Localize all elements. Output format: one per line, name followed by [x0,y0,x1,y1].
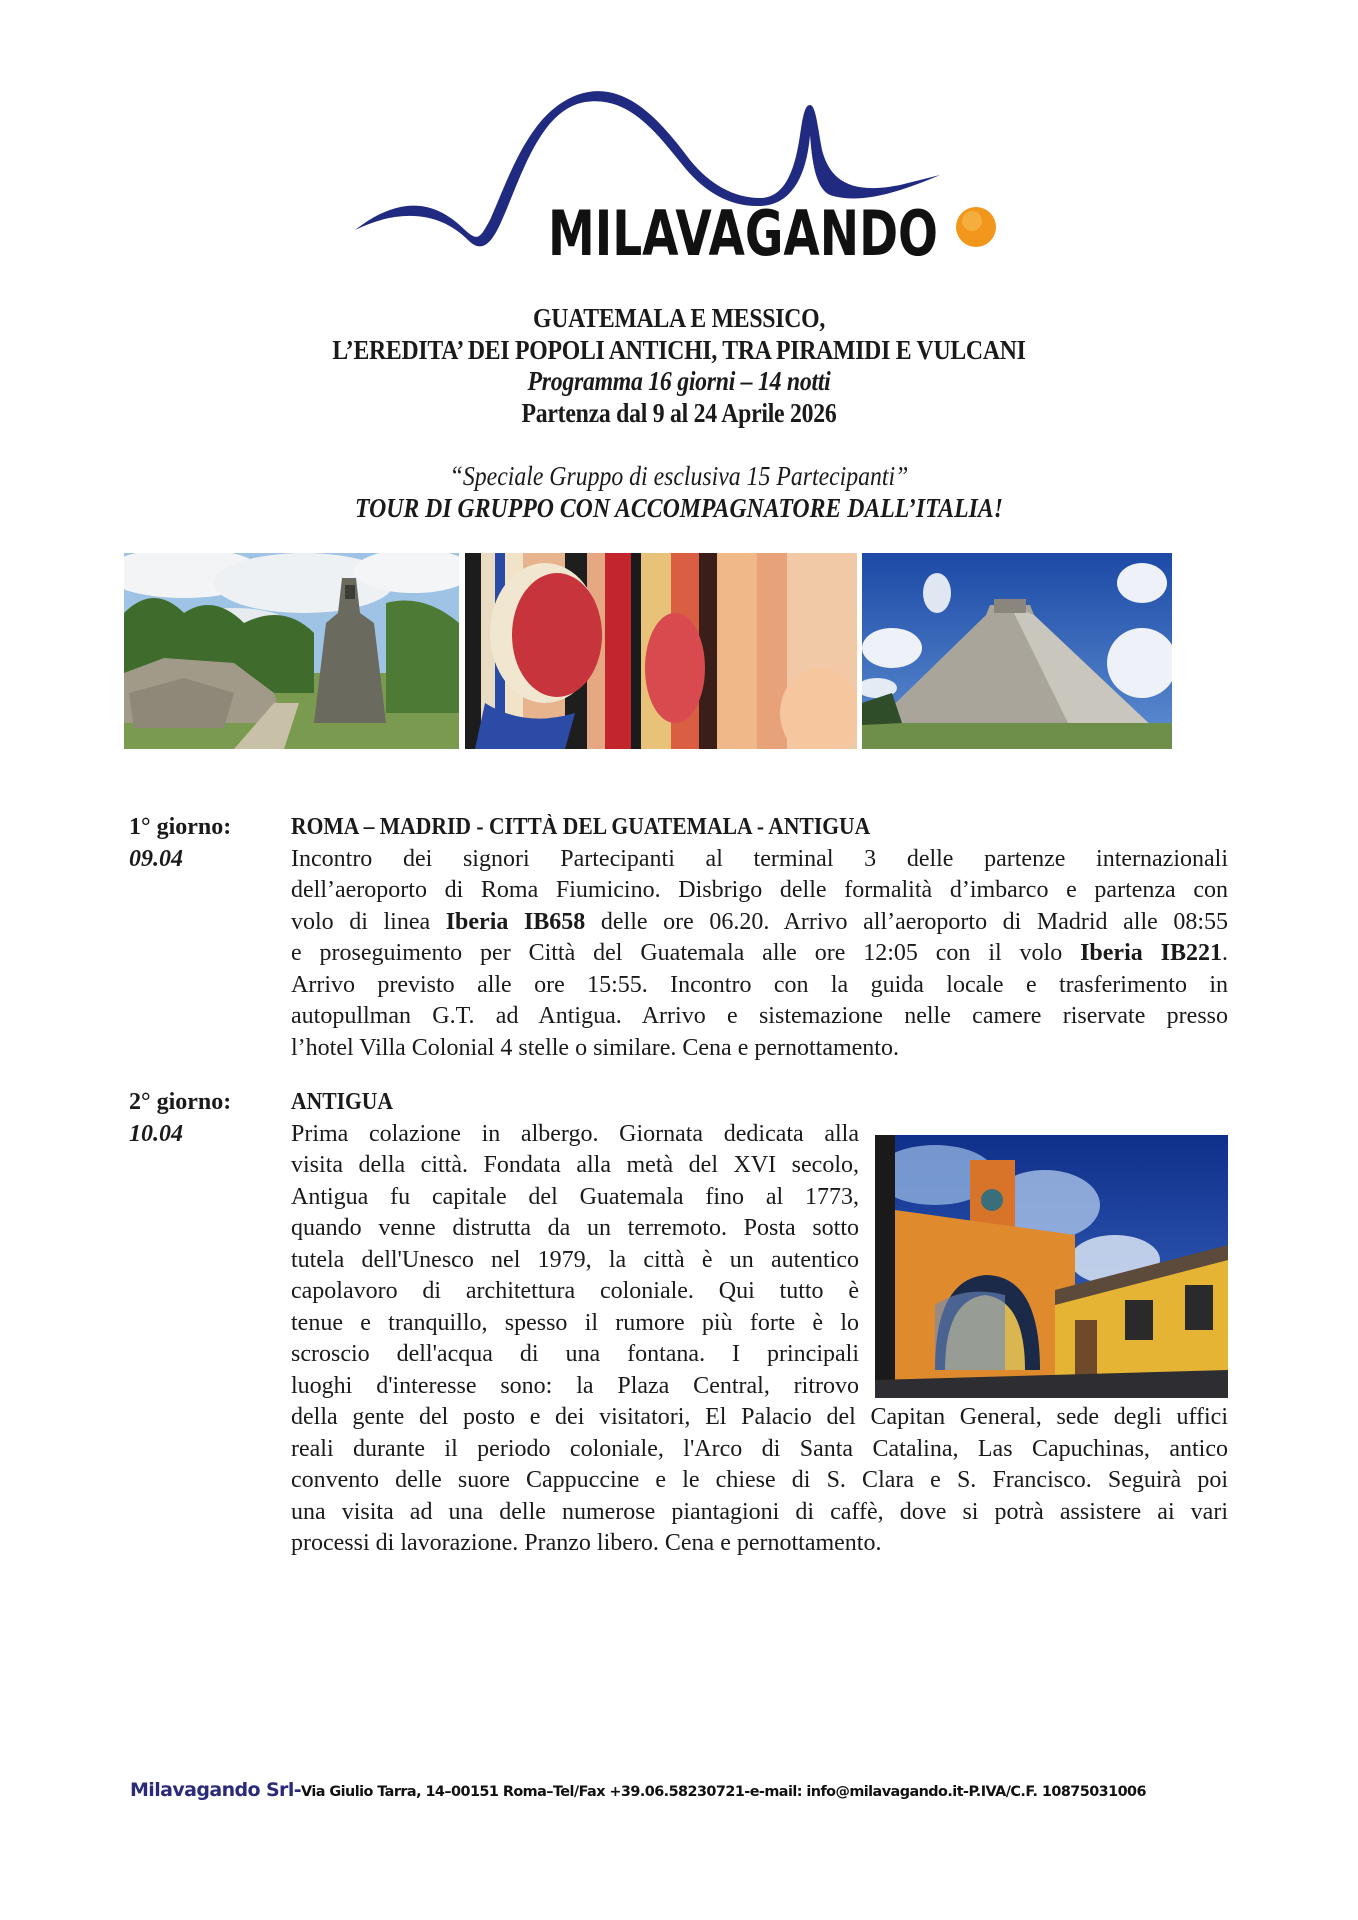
special-group-note: “Speciale Gruppo di esclusiva 15 Partecipanti” [449,461,909,491]
day-2-title: ANTIGUA [291,1089,394,1115]
flight-iberia-ib221: Iberia IB221 [1080,940,1222,966]
day-1-line: Arrivo previsto alle ore 15:55. Incontro con la guida locale e trasferimento in [291,971,1228,998]
day-1-content [291,812,1228,1064]
day-2-line: Antigua fu capitale del Guatemala fino al 1773, [291,1183,859,1210]
milavagando-logo [340,80,1020,280]
day-1-text: delle ore 06.20. Arrivo all’aeroporto di Madrid alle 08:55 [585,908,1229,935]
day-2-line: reali durante il periodo coloniale, l'Arco di Santa Catalina, Las Capuchinas, antico [291,1435,1228,1462]
day-2-line: scroscio dell'acqua di una fontana. I principali [291,1341,859,1367]
special-block [179,460,1179,524]
day-1-line: l’hotel Villa Colonial 4 stelle o similare. Cena e pernottamento. [291,1034,899,1061]
day-1-label: 1° giorno: [129,814,232,840]
footer [130,1779,1230,1801]
title-line-1: GUATEMALA E MESSICO, [533,303,825,333]
santa-catalina-arch-photo [875,1135,1228,1398]
title-block [179,303,1179,429]
day-2-line: convento delle suore Cappuccine e le chiese di S. Clara e S. Francisco. Seguirà poi [291,1467,1228,1493]
day-2-label-block [129,1087,231,1150]
day-1-line: autopullman G.T. ad Antigua. Arrivo e sistemazione nelle camere riservate presso [291,1003,1228,1029]
tikal-temple-photo [124,553,459,749]
day-2-date: 10.04 [129,1120,183,1147]
program-duration: Programma 16 giorni – 14 notti [527,366,831,396]
departure-dates: Partenza dal 9 al 24 Aprile 2026 [521,397,837,428]
chichen-itza-pyramid-photo [862,553,1172,749]
day-2-line: quando venne distrutta da un terremoto. Posta sotto [291,1215,859,1241]
day-2-line: della gente del posto e dei visitatori, El Palacio del Capitan General, sede degli uffici [291,1404,1228,1430]
footer-contact-details: Via Giulio Tarra, 14–00151 Roma–Tel/Fax +39.06.58230721-e-mail: info@milavagando.it-P.IVA/C.F. 10875031006 [301,1784,1146,1800]
logo-text: MILAVAGANDO [548,197,938,270]
day-2-line: luoghi d'interesse sono: la Plaza Central, ritrovo [291,1372,859,1399]
day-2-label: 2° giorno: [129,1089,232,1115]
day-2-line: capolavoro di architettura coloniale. Qui tutto è [291,1278,859,1304]
day-1-description [291,844,1228,1065]
day-2-line: Prima colazione in albergo. Giornata dedicata alla [291,1120,859,1147]
day-2-line: una visita ad una delle numerose piantagioni di caffè, dove si potrà assistere ai vari [291,1498,1228,1525]
day-1-text: volo di linea [291,908,446,935]
day-2-line: tenue e tranquillo, spesso il rumore più forte è lo [291,1309,859,1336]
flight-iberia-ib658: Iberia IB658 [445,908,586,935]
day-1-date: 09.04 [129,845,183,872]
day-1-label-block [129,812,231,875]
day-1-line [291,907,1228,939]
day-1-line [291,938,1228,970]
day-2-line: visita della città. Fondata alla metà del XVI secolo, [291,1152,859,1178]
tour-tagline: TOUR DI GRUPPO CON ACCOMPAGNATORE DALL’ITALIA! [354,493,1003,523]
logo-graphic [340,80,1020,280]
day-1-line: dell’aeroporto di Roma Fiumicino. Disbrigo delle formalità d’imbarco e partenza con [291,877,1228,903]
day-1-text: e proseguimento per Città del Guatemala alle ore 12:05 con il volo [291,940,1081,966]
day-2-line: tutela dell'Unesco nel 1979, la città è un autentico [291,1246,859,1273]
sombrero-hats-photo [465,553,857,749]
day-1-text: . [1222,940,1228,966]
day-1-line: Incontro dei signori Partecipanti al terminal 3 delle partenze internazionali [291,845,1228,872]
title-line-2: L’EREDITA’ DEI POPOLI ANTICHI, TRA PIRAMIDI E VULCANI [332,334,1026,365]
footer-company-name: Milavagando Srl- [130,1779,302,1801]
day-2-line: processi di lavorazione. Pranzo libero. Cena e pernottamento. [291,1530,882,1556]
day-1-title: ROMA – MADRID - CITTÀ DEL GUATEMALA - ANTIGUA [291,814,871,840]
